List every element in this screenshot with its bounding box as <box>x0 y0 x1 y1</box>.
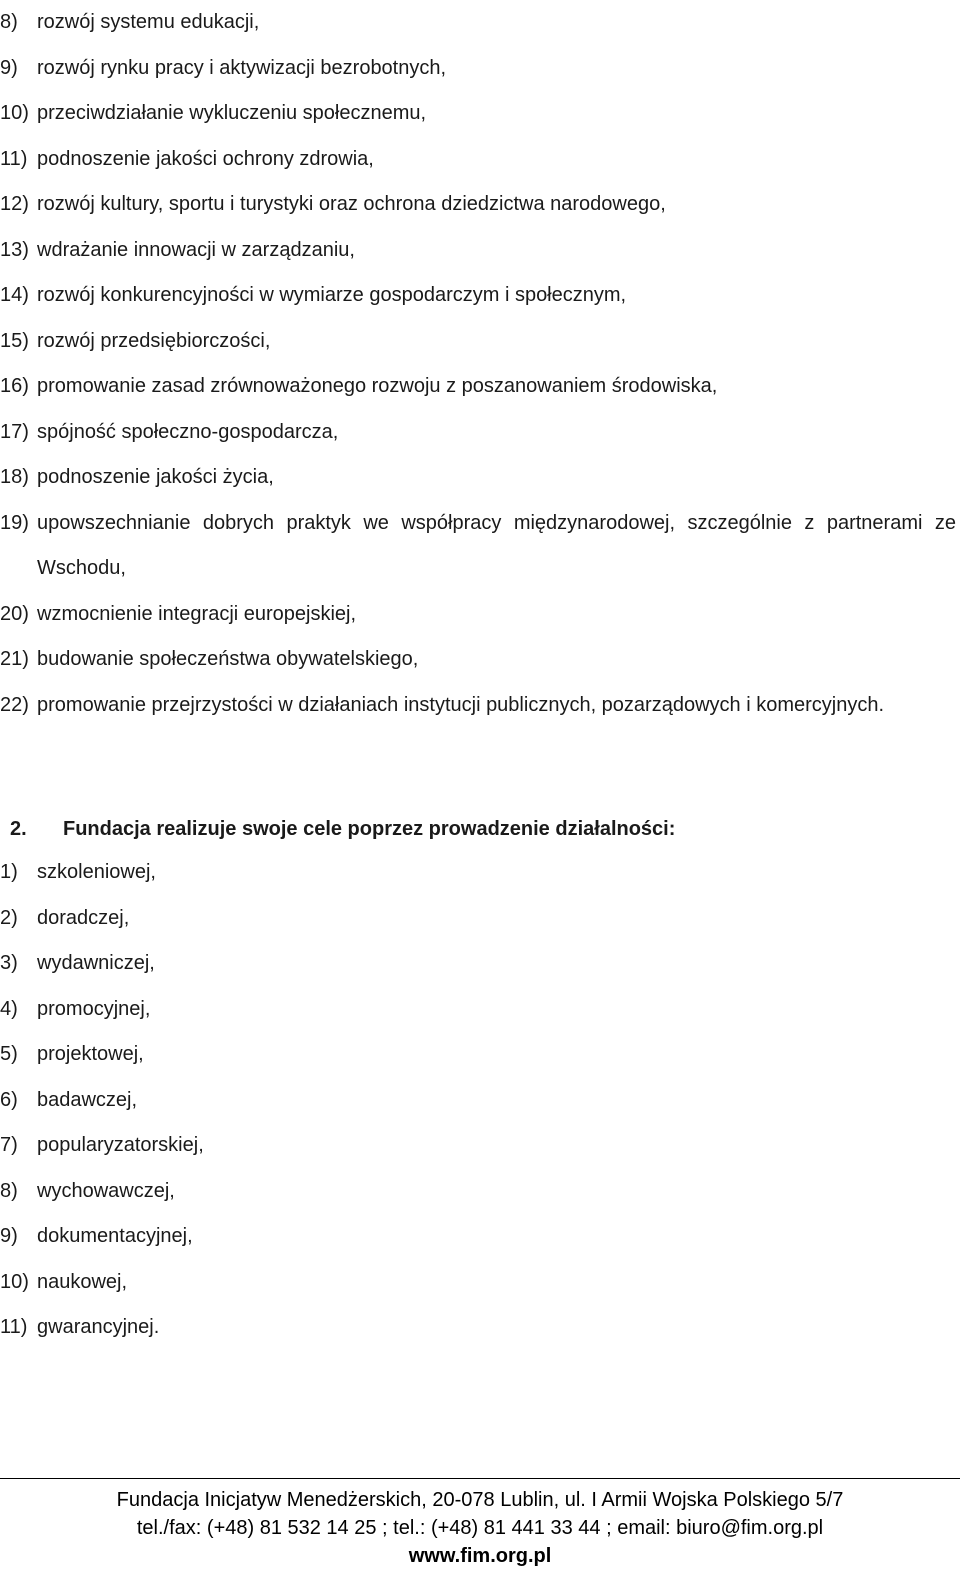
list-item-number: 20) <box>0 602 29 625</box>
list-item-text: badawczej, <box>37 1088 138 1111</box>
list-item-text: doradczej, <box>37 906 130 929</box>
list-item-text: rozwój systemu edukacji, <box>37 11 260 33</box>
list-item <box>0 592 960 638</box>
list-item <box>0 273 960 319</box>
list-item-text: rozwój kultury, sportu i turystyki oraz ochrona dziedzictwa narodowego, <box>37 193 666 215</box>
list-item-number: 21) <box>0 648 29 670</box>
list-item-text: promowanie zasad zrównoważonego rozwoju z poszanowaniem środowiska, <box>37 375 718 397</box>
list-item-number: 19) <box>0 511 29 534</box>
list-item-number: 10) <box>0 102 29 124</box>
list-item <box>0 1214 960 1260</box>
list-item-text: szkoleniowej, <box>37 861 156 883</box>
list-item-text: budowanie społeczeństwa obywatelskiego, <box>37 648 419 670</box>
list-item-number: 16) <box>0 375 29 397</box>
list-item <box>0 501 960 592</box>
list-item-number: 18) <box>0 466 29 488</box>
section-heading <box>0 812 960 846</box>
list-item <box>0 637 960 683</box>
list-item-number: 13) <box>0 238 29 261</box>
list-item <box>0 1078 960 1124</box>
list-item-number: 8) <box>0 11 18 33</box>
list-item-number: 9) <box>0 1225 18 1247</box>
goals-list <box>0 0 960 728</box>
list-item-number: 4) <box>0 997 18 1020</box>
list-item <box>0 1260 960 1306</box>
list-item <box>0 1169 960 1215</box>
list-item-number: 15) <box>0 329 29 352</box>
list-item-number: 12) <box>0 193 29 215</box>
footer-address: Fundacja Inicjatyw Menedżerskich, 20-078 Lublin, ul. I Armii Wojska Polskiego 5/7 <box>116 1489 844 1511</box>
list-item-number: 9) <box>0 56 18 79</box>
list-item-text: projektowej, <box>37 1043 144 1065</box>
list-item-text: podnoszenie jakości życia, <box>37 466 274 488</box>
list-item-text: gwarancyjnej. <box>37 1316 160 1338</box>
list-item-number: 5) <box>0 1043 18 1065</box>
list-item <box>0 0 960 46</box>
list-item <box>0 1123 960 1169</box>
list-item <box>0 987 960 1033</box>
list-item <box>0 941 960 987</box>
list-item <box>0 896 960 942</box>
list-item <box>0 1305 960 1351</box>
list-item-text: wydawniczej, <box>37 952 155 974</box>
list-item-number: 6) <box>0 1088 18 1111</box>
list-item <box>0 455 960 501</box>
list-item-text: popularyzatorskiej, <box>37 1134 204 1156</box>
section-number: 2. <box>10 818 27 840</box>
list-item-text: promowanie przejrzystości w działaniach instytucji publicznych, pozarządowych i komercyjnych. <box>37 693 885 716</box>
list-item-text: wdrażanie innowacji w zarządzaniu, <box>37 238 355 261</box>
list-item-number: 11) <box>0 147 28 170</box>
list-item-number: 17) <box>0 420 29 443</box>
list-item-number: 11) <box>0 1316 28 1338</box>
list-item-text: rozwój konkurencyjności w wymiarze gospodarczym i społecznym, <box>37 284 627 306</box>
list-item-text: upowszechnianie dobrych praktyk we współpracy międzynarodowej, szczególnie z partnerami ze Wschodu, <box>37 511 956 579</box>
page-footer <box>0 1486 960 1570</box>
list-item <box>0 850 960 896</box>
list-item <box>0 1032 960 1078</box>
list-item-number: 7) <box>0 1134 18 1156</box>
list-item-text: promocyjnej, <box>37 997 151 1020</box>
footer-divider <box>0 1478 960 1479</box>
list-item-number: 10) <box>0 1270 29 1293</box>
list-item-number: 3) <box>0 952 18 974</box>
list-item <box>0 182 960 228</box>
list-item-number: 14) <box>0 284 29 306</box>
list-item-text: spójność społeczno-gospodarcza, <box>37 420 339 443</box>
list-item <box>0 683 960 729</box>
list-item <box>0 137 960 183</box>
footer-website: www.fim.org.pl <box>408 1545 552 1567</box>
list-item <box>0 410 960 456</box>
list-item-number: 22) <box>0 693 29 716</box>
list-item-number: 8) <box>0 1179 18 1202</box>
list-item-number: 1) <box>0 861 18 883</box>
list-item <box>0 319 960 365</box>
list-item-text: dokumentacyjnej, <box>37 1225 193 1247</box>
list-item <box>0 91 960 137</box>
list-item-text: naukowej, <box>37 1270 128 1293</box>
list-item-text: przeciwdziałanie wykluczeniu społecznemu, <box>37 102 427 124</box>
list-item <box>0 228 960 274</box>
list-item-text: rozwój przedsiębiorczości, <box>37 329 271 352</box>
footer-contact: tel./fax: (+48) 81 532 14 25 ; tel.: (+48) 81 441 33 44 ; email: biuro@fim.org.pl <box>136 1517 824 1539</box>
list-item-text: rozwój rynku pracy i aktywizacji bezrobotnych, <box>37 56 447 79</box>
activities-list <box>0 850 960 1351</box>
list-item <box>0 364 960 410</box>
list-item-text: wzmocnienie integracji europejskiej, <box>37 602 357 625</box>
list-item-text: podnoszenie jakości ochrony zdrowia, <box>37 147 374 170</box>
list-item-number: 2) <box>0 906 18 929</box>
section-heading-text: Fundacja realizuje swoje cele poprzez prowadzenie działalności: <box>63 818 676 840</box>
list-item <box>0 46 960 92</box>
list-item-text: wychowawczej, <box>37 1179 175 1202</box>
